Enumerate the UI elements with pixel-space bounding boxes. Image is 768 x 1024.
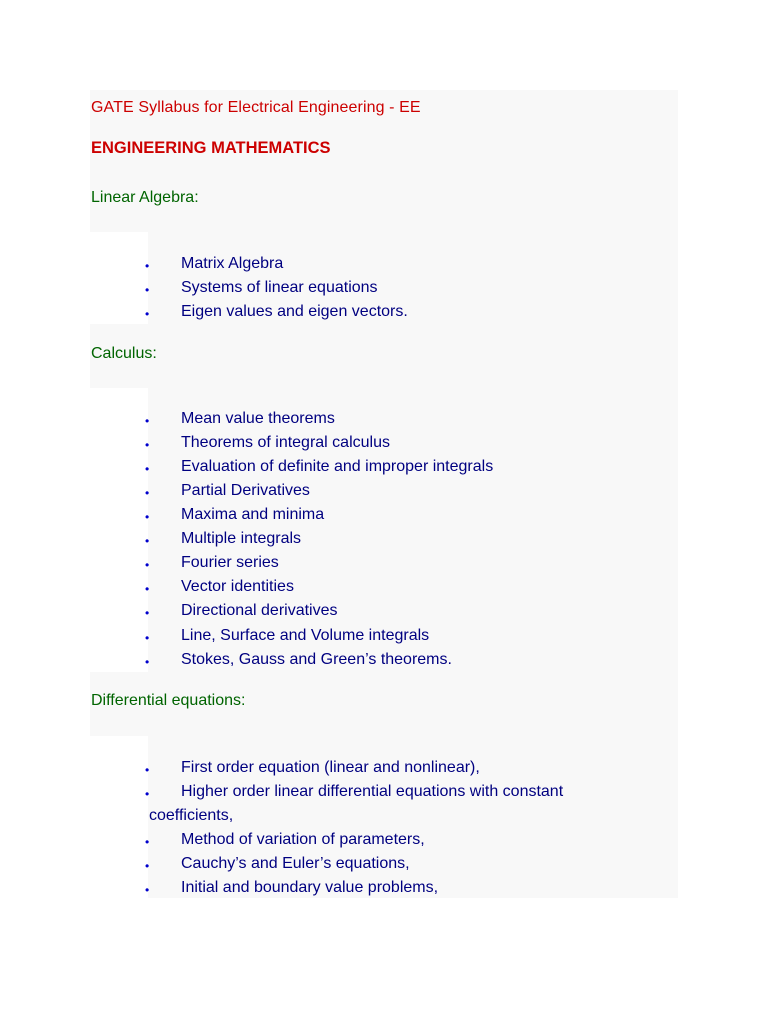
bullet-marker: • bbox=[145, 558, 150, 572]
bullet-marker: • bbox=[145, 763, 150, 777]
list-item: Multiple integrals bbox=[181, 530, 302, 547]
bullet-marker: • bbox=[145, 582, 150, 596]
list-item: Higher order linear differential equations with constant bbox=[181, 783, 564, 800]
subheading-differential-equations: Differential equations: bbox=[91, 692, 246, 709]
bullet-marker: • bbox=[145, 631, 150, 645]
content-panel-calculus-heading bbox=[90, 324, 678, 388]
list-item: Initial and boundary value problems, bbox=[181, 879, 439, 896]
bullet-marker: • bbox=[145, 414, 150, 428]
bullet-marker: • bbox=[145, 259, 150, 273]
bullet-marker: • bbox=[145, 606, 150, 620]
list-item: Line, Surface and Volume integrals bbox=[181, 627, 430, 644]
list-item: Fourier series bbox=[181, 554, 279, 571]
bullet-marker: • bbox=[145, 283, 150, 297]
subheading-linear-algebra: Linear Algebra: bbox=[91, 189, 199, 206]
list-item: First order equation (linear and nonlinear), bbox=[181, 759, 480, 776]
bullet-marker: • bbox=[145, 486, 150, 500]
list-item: Theorems of integral calculus bbox=[181, 434, 390, 451]
bullet-marker: • bbox=[145, 787, 150, 801]
bullet-marker: • bbox=[145, 883, 150, 897]
bullet-marker: • bbox=[145, 307, 150, 321]
bullet-marker: • bbox=[145, 835, 150, 849]
bullet-marker: • bbox=[145, 510, 150, 524]
bullet-marker: • bbox=[145, 462, 150, 476]
bullet-marker: • bbox=[145, 534, 150, 548]
list-item: Evaluation of definite and improper integrals bbox=[181, 458, 494, 475]
list-item: Cauchy’s and Euler’s equations, bbox=[181, 855, 410, 872]
list-item: Stokes, Gauss and Green’s theorems. bbox=[181, 651, 452, 668]
document-title: GATE Syllabus for Electrical Engineering - EE bbox=[91, 99, 421, 116]
list-item: Eigen values and eigen vectors. bbox=[181, 303, 408, 320]
list-item: Matrix Algebra bbox=[181, 255, 284, 272]
bullet-marker: • bbox=[145, 438, 150, 452]
bullet-marker: • bbox=[145, 859, 150, 873]
list-item: Maxima and minima bbox=[181, 506, 325, 523]
list-item-continuation: coefficients, bbox=[149, 807, 234, 824]
bullet-marker: • bbox=[145, 655, 150, 669]
list-item: Partial Derivatives bbox=[181, 482, 310, 499]
list-item: Mean value theorems bbox=[181, 410, 335, 427]
list-item: Method of variation of parameters, bbox=[181, 831, 425, 848]
list-item: Directional derivatives bbox=[181, 602, 338, 619]
list-item: Vector identities bbox=[181, 578, 294, 595]
list-item: Systems of linear equations bbox=[181, 279, 378, 296]
subheading-calculus: Calculus: bbox=[91, 345, 157, 362]
section-heading: ENGINEERING MATHEMATICS bbox=[91, 139, 331, 157]
